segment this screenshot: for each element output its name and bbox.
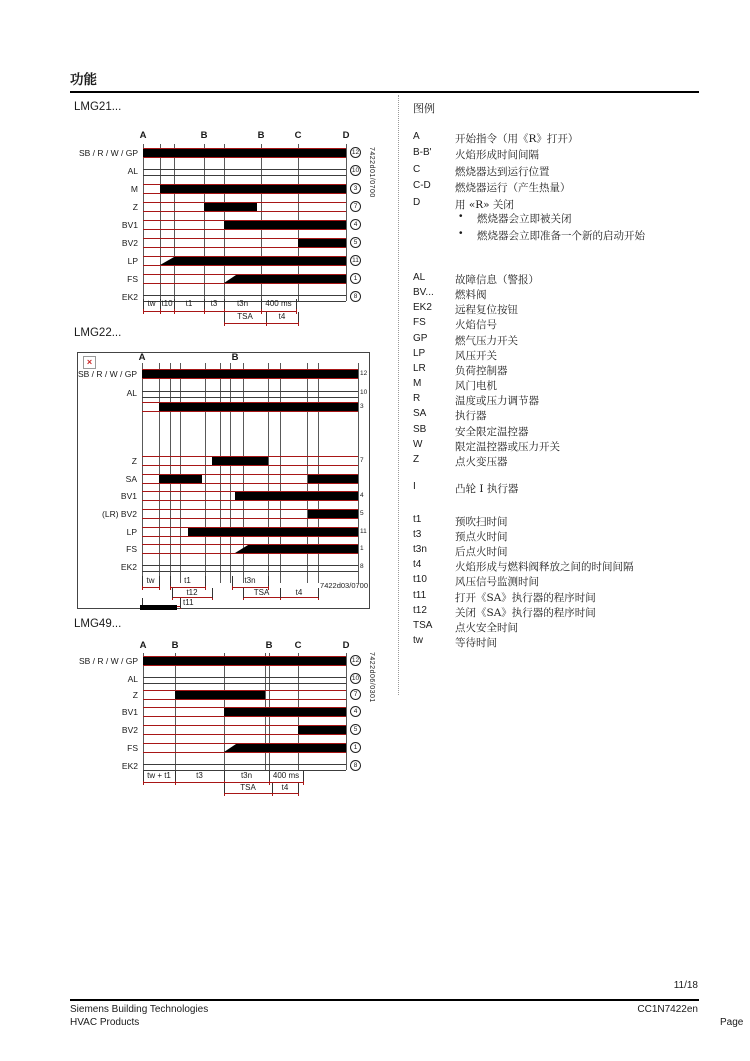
legend-time-key: t1 (413, 514, 422, 525)
legend-abbrev-key: Z (413, 453, 420, 465)
timing-label: tw (146, 576, 155, 585)
signal-row-label: BV2 (121, 238, 138, 248)
legend-time-desc: 点火安全时间 (455, 621, 518, 634)
timing-separator (160, 299, 161, 309)
signal-bar (236, 275, 346, 283)
section-heading: 功能 (70, 72, 97, 88)
row-number: 4 (360, 492, 364, 499)
legend-abbrev-key: BV... (413, 287, 434, 299)
row-number-circled: 4 (350, 706, 361, 717)
timing-label: t3n (236, 299, 249, 308)
bar-edge-line (143, 247, 346, 248)
timing-label: 400 ms (265, 299, 292, 308)
timing-label: t1 (184, 576, 191, 585)
signal-row-label: BV1 (121, 220, 138, 230)
grid-vline (159, 363, 160, 583)
legend-time-key: t4 (413, 559, 422, 571)
signal-row-label: Z (131, 456, 137, 466)
legend-time-desc: 等待时间 (455, 636, 497, 649)
signal-bar (298, 239, 346, 247)
legend-time-key: tw (413, 634, 423, 646)
signal-bar (298, 726, 346, 734)
timing-separator (261, 299, 262, 309)
signal-row-label: SA (125, 474, 137, 484)
grid-vline (220, 363, 221, 583)
row-number: 1 (360, 545, 364, 552)
timing-dimension-end (204, 309, 205, 314)
legend-time-desc: 关闭《SA》执行器的程序时间 (455, 606, 596, 619)
legend-abbrev-desc: 燃气压力开关 (455, 334, 518, 347)
timing-dimension-line (175, 782, 224, 783)
grid-vline (346, 144, 347, 301)
timing-separator (268, 576, 269, 586)
signal-row-label: AL (127, 166, 138, 176)
legend-time-desc: 风压信号监测时间 (455, 576, 539, 589)
bar-edge-line (143, 283, 346, 284)
row-number: 5 (360, 510, 364, 517)
legend-abbrev-desc: 执行器 (455, 410, 487, 423)
grid-vline (170, 363, 171, 583)
row-number: 11 (360, 528, 367, 535)
signal-bar (308, 510, 358, 518)
timing-separator (172, 588, 173, 598)
timing-dimension-line (174, 311, 204, 312)
legend-abbrev-key: SB (413, 423, 427, 435)
legend-title: 图例 (413, 102, 435, 115)
signal-bar (175, 691, 265, 699)
legend-abbrev-desc: 限定温控器或压力开关 (455, 440, 560, 453)
legend-time-key: TSA (413, 619, 433, 631)
device-code: 7422d03/0700 (320, 581, 368, 590)
row-number-circled: 12 (351, 149, 360, 156)
signal-bar (159, 403, 358, 411)
legend-phase-desc: 火焰形成时间间隔 (455, 149, 539, 162)
signal-row-label: FS (127, 743, 138, 753)
timing-dimension-line (143, 782, 175, 783)
legend-time-desc: 预点火时间 (455, 531, 508, 544)
grid-vline (204, 144, 205, 301)
legend-abbrev-key: AL (413, 272, 426, 283)
timing-label: t4 (278, 312, 286, 321)
bar-edge-line (142, 411, 358, 412)
legend-abbrev-key: EK2 (413, 302, 432, 314)
chart-title: LMG22... (74, 327, 122, 339)
timing-label: t11 (183, 598, 194, 607)
legend-time-desc: 火焰形成与燃料阀释放之间的时间间隔 (455, 561, 634, 574)
timing-separator (142, 576, 143, 586)
signal-bar (224, 221, 346, 229)
legend-abbrev-key: M (413, 378, 422, 390)
timing-separator (224, 312, 225, 322)
bar-edge-line (143, 157, 346, 158)
rail-line (143, 175, 346, 176)
legend-phase-desc: 燃烧器运行（产生热量） (455, 182, 571, 195)
timing-label: t3n (240, 771, 253, 780)
column-label: D (342, 640, 350, 651)
signal-ramp (160, 257, 174, 265)
timing-separator (280, 588, 281, 598)
timing-separator (243, 588, 244, 598)
row-number-circled: 5 (350, 237, 361, 248)
timing-label: tw + t1 (147, 771, 171, 780)
legend-abbrev-key: SA (413, 408, 427, 420)
timing-dimension-line (160, 311, 174, 312)
timing-separator (298, 783, 299, 793)
header-rule (70, 91, 699, 93)
row-number-circled: 8 (350, 291, 361, 302)
row-number-circled: 10 (351, 167, 360, 174)
timing-label: t12 (186, 588, 198, 597)
legend-abbrev-key: W (413, 438, 423, 450)
row-number-circled: 12 (351, 657, 360, 664)
timing-dimension-end (174, 309, 175, 314)
grid-vline (143, 144, 144, 301)
grid-vline (358, 363, 359, 583)
legend-bullet-text: 燃烧器会立即被关闭 (477, 213, 572, 225)
bar-edge-line (142, 500, 358, 501)
timing-dimension-line (142, 587, 159, 588)
timing-dimension-line (280, 597, 318, 598)
row-number-circled: 7 (350, 201, 361, 212)
timing-separator (266, 312, 267, 322)
legend-cam-desc: 凸轮 I 执行器 (455, 483, 519, 495)
timing-label: 400 ms (272, 771, 300, 780)
signal-bar (236, 744, 346, 752)
grid-vline (205, 363, 206, 583)
signal-ramp (224, 744, 236, 752)
rail-line (143, 677, 346, 678)
footer-division: HVAC Products (70, 1017, 140, 1028)
timing-separator (159, 576, 160, 586)
legend-abbrev-desc: 温度或压力调节器 (455, 395, 539, 408)
legend-time-key: t3n (413, 544, 427, 556)
legend-abbrev-desc: 故障信息（警报） (455, 274, 539, 286)
column-label: A (138, 352, 146, 363)
signal-row-label: BV1 (121, 707, 138, 717)
signal-row-label: LP (127, 256, 138, 266)
legend-bullet-icon: • (459, 227, 463, 239)
bar-edge-line (142, 536, 358, 537)
rail-line (142, 571, 358, 572)
legend-phase-key: B-B' (413, 147, 432, 159)
bar-edge-line (143, 734, 346, 735)
signal-bar (212, 457, 268, 465)
footer-company: Siemens Building Technologies (70, 1004, 209, 1015)
legend-time-key: t12 (413, 604, 427, 616)
timing-dimension-line (272, 793, 298, 794)
bar-edge-line (143, 229, 346, 230)
timing-separator (318, 588, 319, 598)
legend-abbrev-key: GP (413, 332, 428, 344)
signal-bar (235, 492, 358, 500)
timing-separator (303, 771, 304, 781)
bar-edge-line (143, 752, 346, 753)
timing-separator (204, 299, 205, 309)
row-number-circled: 11 (350, 255, 361, 266)
timing-dimension-line (224, 793, 272, 794)
footer-doc-id: CC1N7422en (637, 1004, 698, 1015)
timing-separator (272, 783, 273, 793)
signal-bar (143, 149, 346, 157)
grid-vline (174, 144, 175, 301)
legend-time-key: t3 (413, 529, 422, 541)
legend-abbrev-key: LR (413, 362, 426, 374)
column-label: B (257, 130, 265, 141)
timing-dimension-line (143, 311, 160, 312)
legend-abbrev-desc: 火焰信号 (455, 319, 497, 332)
timing-separator (298, 312, 299, 322)
row-number-circled: 4 (350, 219, 361, 230)
legend-abbrev-desc: 燃料阀 (455, 289, 487, 302)
signal-row-label: M (130, 184, 138, 194)
timing-dimension-end (160, 309, 161, 314)
legend-phase-desc: 开始指令（用《R》打开） (455, 133, 579, 145)
rail-line (143, 169, 346, 170)
signal-row-label: FS (127, 274, 138, 284)
timing-separator (170, 576, 171, 586)
column-label: D (342, 130, 350, 141)
signal-bar (160, 185, 346, 193)
signal-row-label: Z (132, 202, 138, 212)
column-label: B (231, 352, 239, 363)
row-number-circled: 5 (350, 724, 361, 735)
timing-dimension-end (143, 309, 144, 314)
column-label: B (265, 640, 273, 651)
legend-phase-key: C (413, 163, 421, 175)
timing-separator (296, 299, 297, 309)
bar-edge-line (142, 518, 358, 519)
signal-row-label: Z (132, 690, 138, 700)
grid-vline (230, 363, 231, 583)
bar-edge-line (143, 716, 346, 717)
row-number: 10 (360, 389, 368, 396)
rail-line (142, 391, 358, 392)
legend-time-key: t11 (413, 589, 427, 601)
timing-label: t3n (244, 576, 256, 585)
page-number: 11/18 (673, 980, 698, 991)
legend-abbrev-desc: 点火变压器 (455, 455, 508, 468)
grid-vline (180, 363, 181, 583)
timing-separator (212, 588, 213, 598)
legend-cam-key: I (413, 481, 416, 492)
legend-phase-desc: 燃烧器达到运行位置 (455, 165, 550, 178)
signal-bar (308, 475, 358, 483)
signal-row-label: EK2 (121, 761, 138, 771)
timing-label: t3 (210, 299, 218, 308)
device-code: 7422d06/0301 (368, 652, 375, 703)
signal-row-label: SB / R / W / GP (78, 656, 138, 666)
grid-vline (160, 144, 161, 301)
legend-abbrev-key: R (413, 393, 421, 405)
row-number: 12 (360, 370, 368, 377)
signal-bar (224, 708, 346, 716)
footer-page-label: Page (720, 1017, 744, 1028)
signal-row-label: EK2 (121, 292, 138, 302)
signal-row-label: EK2 (120, 562, 137, 572)
legend-time-desc: 预吹扫时间 (455, 516, 508, 528)
signal-bar (142, 370, 358, 378)
signal-row-label: BV1 (120, 491, 137, 501)
signal-row-label: SB / R / W / GP (77, 369, 137, 379)
timing-separator (174, 299, 175, 309)
timing-label: tw (147, 299, 156, 308)
legend-bullet-text: 燃烧器会立即准备一个新的启动开始 (477, 229, 645, 242)
signal-row-label: AL (126, 388, 137, 398)
signal-row-label: FS (126, 544, 137, 554)
signal-ramp (224, 275, 236, 283)
timing-separator (143, 771, 144, 781)
chart-title: LMG21... (74, 101, 122, 113)
signal-row-label: (LR) BV2 (102, 509, 137, 519)
broken-image-icon: × (83, 356, 96, 369)
legend-abbrev-desc: 风压开关 (455, 349, 497, 362)
timing-separator (175, 771, 176, 781)
bar-edge-line (142, 378, 358, 379)
timing-separator (205, 576, 206, 586)
legend-abbrev-key: FS (413, 317, 426, 329)
footer-rule (70, 999, 699, 1001)
bar-edge-line (142, 483, 358, 484)
chart-title: LMG49... (74, 618, 122, 630)
legend-abbrev-desc: 负荷控制器 (455, 364, 508, 377)
timing-dimension-line (204, 311, 224, 312)
signal-bar (248, 545, 358, 553)
column-label: C (294, 640, 302, 651)
bar-edge-line (143, 699, 346, 700)
legend-time-desc: 打开《SA》执行器的程序时间 (455, 591, 596, 604)
timing-label: TSA (253, 588, 270, 597)
rail-line (142, 565, 358, 566)
rail-line (143, 764, 346, 765)
signal-bar (159, 475, 202, 483)
signal-bar (143, 657, 346, 665)
timing-label: TSA (237, 312, 253, 321)
legend-bullet-icon: • (459, 211, 463, 222)
row-number-circled: 7 (350, 689, 361, 700)
timing-label: t1 (185, 299, 193, 308)
signal-bar (188, 528, 358, 536)
legend-abbrev-desc: 远程复位按钮 (455, 304, 518, 317)
device-code: 7422d01/0700 (368, 147, 375, 198)
row-number-circled: 3 (350, 183, 361, 194)
legend-phase-key: A (413, 131, 420, 142)
bar-edge-line (142, 553, 358, 554)
rail-line (143, 295, 346, 296)
row-number: 3 (360, 403, 364, 410)
grid-vline (346, 653, 347, 770)
timing-label: t3 (196, 771, 203, 780)
signal-row-label: SB / R / W / GP (78, 148, 138, 158)
timing-label: t4 (295, 588, 303, 597)
signal-bar (204, 203, 257, 211)
column-label: A (139, 640, 147, 651)
row-number-circled: 8 (350, 760, 361, 771)
timing-separator (180, 598, 181, 608)
row-number: 8 (360, 563, 364, 570)
timing-separator (224, 771, 225, 781)
timing-separator (224, 299, 225, 309)
signal-row-label: LP (126, 527, 137, 537)
bar-edge-line (143, 665, 346, 666)
timing-separator (232, 576, 233, 586)
signal-ramp (235, 545, 248, 553)
timing-label: t10 (161, 299, 173, 308)
row-number-circled: 10 (351, 675, 360, 682)
column-label: B (171, 640, 179, 651)
timing-dimension-line (266, 323, 298, 324)
legend-phase-desc: 用 «R» 关闭 (455, 198, 514, 211)
row-number: 7 (360, 457, 364, 464)
timing-separator (269, 771, 270, 781)
grid-vline (142, 363, 143, 583)
timing-label: TSA (240, 783, 256, 792)
legend-abbrev-key: LP (413, 347, 426, 359)
rail-line (142, 397, 358, 398)
clipped-signal-bar (140, 605, 177, 610)
legend-phase-key: D (413, 196, 421, 208)
timing-label: t4 (281, 783, 289, 792)
timing-dimension-line (243, 597, 280, 598)
signal-row-label: AL (127, 674, 138, 684)
bar-edge-line (143, 211, 346, 212)
legend-abbrev-desc: 安全限定温控器 (455, 425, 529, 438)
bar-edge-line (143, 193, 346, 194)
bar-edge-line (142, 465, 358, 466)
column-label: C (294, 130, 302, 141)
legend-abbrev-desc: 风门电机 (455, 380, 497, 393)
signal-row-label: BV2 (121, 725, 138, 735)
column-label: B (200, 130, 208, 141)
legend-time-desc: 后点火时间 (455, 546, 508, 559)
column-label: A (139, 130, 147, 141)
legend-phase-key: C-D (413, 180, 431, 192)
row-number-circled: 1 (350, 273, 361, 284)
legend-time-key: t10 (413, 574, 427, 586)
signal-bar (174, 257, 346, 265)
timing-dimension-line (224, 323, 266, 324)
bar-edge-line (143, 265, 346, 266)
rail-line (143, 683, 346, 684)
row-number-circled: 1 (350, 742, 361, 753)
legend-separator-line (398, 95, 399, 695)
timing-separator (143, 299, 144, 309)
timing-separator (224, 783, 225, 793)
